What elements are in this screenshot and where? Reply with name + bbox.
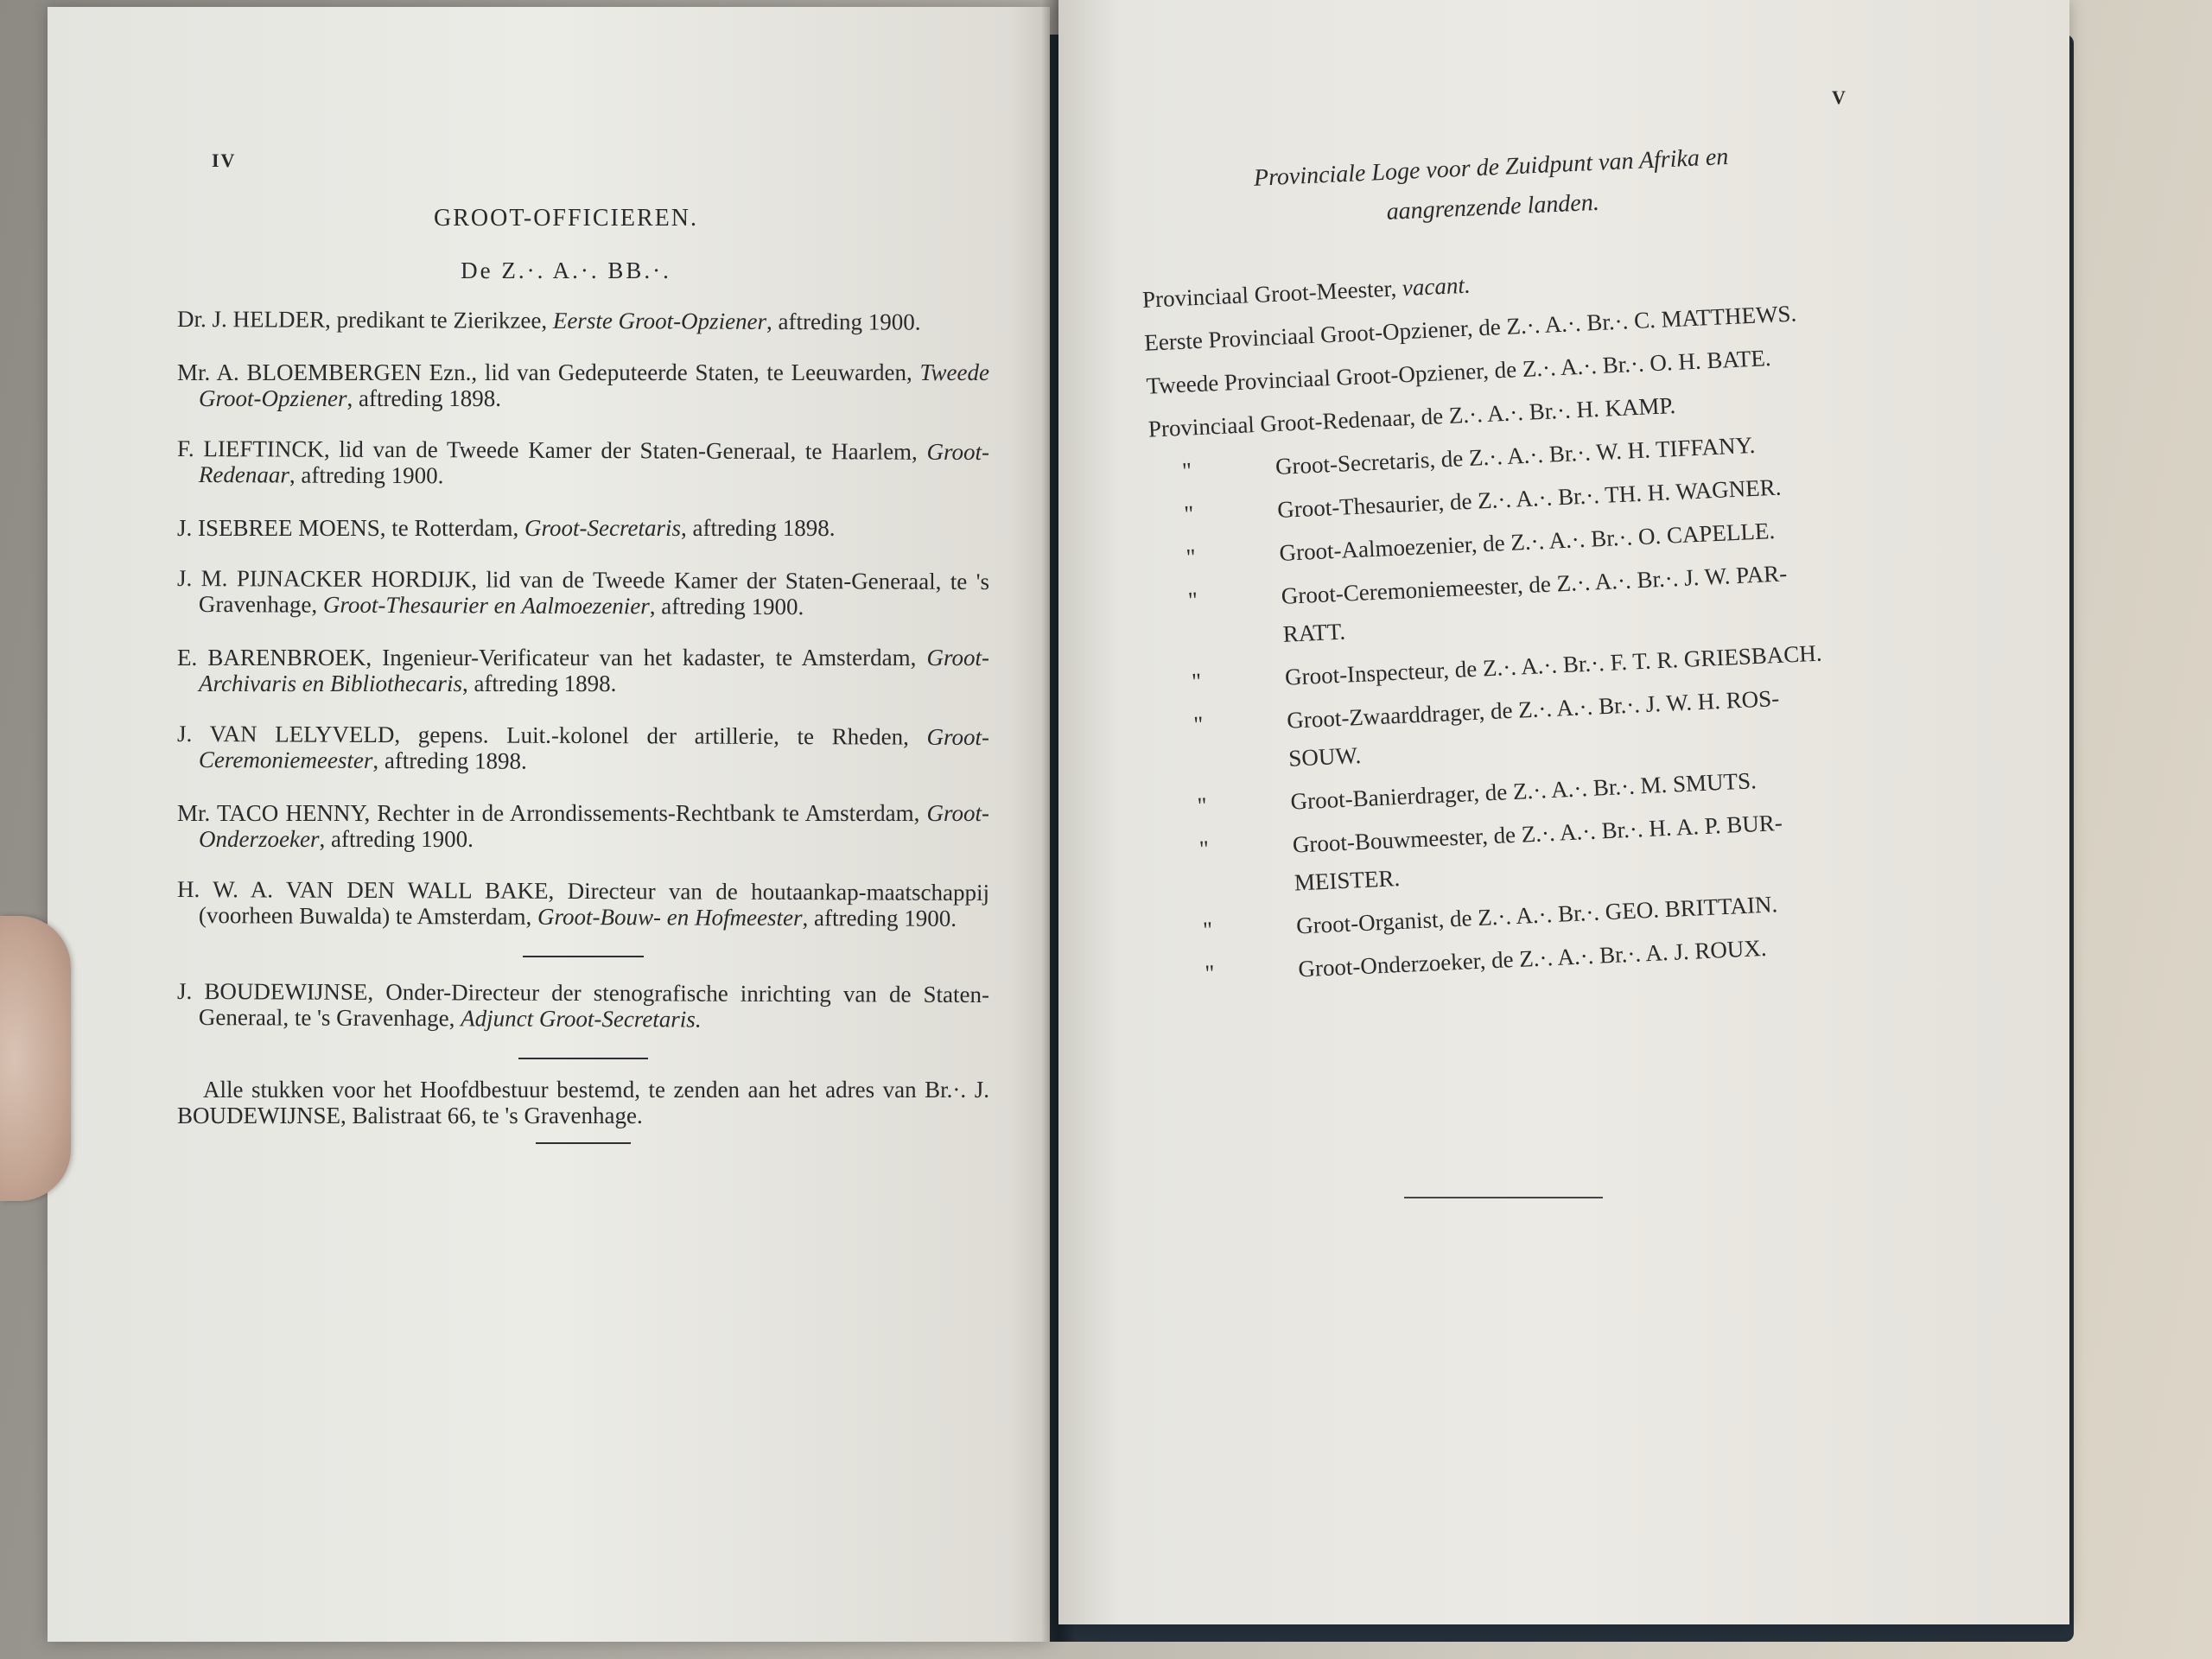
officer-description: , lid van de Tweede Kamer der Staten-Generaal, te Haarlem, [323,435,927,465]
officer-name: E. BARENBROEK [177,645,366,671]
office-holder: H. KAMP. [1575,391,1676,423]
ditto-mark: " [1183,500,1195,527]
ditto-mark: " [1185,543,1197,570]
officer-entry [177,306,989,335]
officer-entry [177,800,989,852]
office-holder: TH. H. WAGNER. [1604,474,1782,508]
left-page-number: IV [212,149,237,171]
officer-role: Groot-Archivaris en Bibliothecaris [199,645,989,696]
lodge-title-line-2: aangrenzende landen. [1385,188,1600,226]
officer-name: J. ISEBREE MOENS [177,515,380,541]
lodge-title [1136,132,1847,244]
officer-entry [177,721,989,776]
office-holder: C. MATTHEWS. [1633,300,1797,334]
officer-name: J. VAN LELYVELD [177,720,395,748]
officer-entry [177,359,989,411]
ditto-spacer [1229,583,1281,612]
officer-term: , aftreding 1900. [289,461,444,489]
officer-entry [177,645,989,696]
office-holder: GEO. BRITTAIN. [1605,891,1778,925]
adjunct-text: , Onder-Directeur der stenografische inrichting van de Staten-Generaal, te 's Gravenhage, [198,978,990,1032]
officer-term: , aftreding 1900. [319,826,474,852]
ditto-mark: " [1192,711,1205,738]
office-title: Groot-Zwaarddrager, de Z.·. A.·. Br.·. [1286,690,1647,734]
ditto-spacer [1244,913,1297,942]
office-title: Provinciaal Groot-Redenaar, de Z.·. A.·. Br.·. [1147,397,1578,442]
office-holder-continuation: MEISTER. [1294,865,1401,896]
officer-term: , aftreding 1900. [802,905,957,931]
officer-description: , lid van Gedeputeerde Staten, te Leeuwarden, [471,359,920,385]
officer-description: , Rechter in de Arrondissements-Rechtbank te Amsterdam, [364,800,927,826]
thumb [0,916,71,1201]
office-text [1290,762,1874,815]
officer-entry [177,435,989,491]
office-holder: H. A. P. BUR- [1648,809,1783,842]
ditto-spacer [1238,789,1291,817]
ditto-mark: " [1187,587,1198,613]
office-title: Tweede Provinciaal Groot-Opziener, de Z.·. A.·. Br.·. [1145,350,1651,399]
ditto-mark: " [1198,836,1210,862]
office-list [1141,255,1881,988]
section-subtitle: De Z.·. A.·. BB.·. [461,257,671,283]
officer-name: F. LIEFTINCK [177,435,324,462]
left-page [48,7,1050,1642]
right-separator-rule [1404,1197,1603,1198]
office-title: Groot-Thesaurier, de Z.·. A.·. Br.·. [1276,481,1605,523]
officer-description: , predikant te Zierikzee, [324,306,553,334]
officer-term: , aftreding 1900. [649,593,804,620]
ditto-spacer [1225,497,1278,525]
officer-name: J. M. PIJNACKER HORDIJK [177,564,472,593]
office-title: Groot-Organist, de Z.·. A.·. Br.·. [1295,899,1606,939]
lodge-title-line-1: Provinciale Loge voor de Zuidpunt van Afrika en [1253,143,1729,192]
officer-role: Groot-Ceremoniemeester [198,723,990,773]
office-holder-continuation: SOUW. [1287,741,1362,772]
officer-role: Tweede Groot-Opziener [199,359,989,411]
officer-description: , lid van de Tweede Kamer der Staten-Generaal, te 's Gravenhage, [198,566,990,618]
office-text [1284,638,1868,690]
adjunct-entry [177,978,989,1033]
officer-name: Mr. TACO HENNY [177,800,365,826]
office-holder: J. W. H. ROS- [1645,684,1780,717]
officer-entry [177,876,989,931]
officer-role: Groot-Redenaar [198,438,990,488]
office-text [1274,427,1859,480]
officer-role: Groot-Secretaris [524,515,681,541]
officer-term: , aftreding 1898. [346,385,501,411]
officer-name: H. W. A. VAN DEN WALL BAKE [177,875,549,904]
officer-term: , aftreding 1898. [680,515,836,541]
office-title: Provinciaal Groot-Meester, [1141,275,1403,313]
adjunct-name: J. BOUDEWIJNSE [177,977,368,1005]
office-holder-continuation: RATT. [1282,618,1346,647]
officer-description: , gepens. Luit.-kolonel der artillerie, te Rheden, [394,721,927,750]
officer-description: , Directeur van de houtaankap-maatschappij (voorheen Buwalda) te Amsterdam, [198,877,990,930]
office-title: Groot-Bouwmeester, de Z.·. A.·. Br.·. [1292,815,1650,858]
officer-description: , Ingenieur-Verificateur van het kadaster, te Amsterdam, [365,645,927,671]
ditto-spacer [1246,956,1299,984]
adjunct-role: Adjunct Groot-Secretaris. [461,1005,702,1033]
officer-name: Dr. J. HELDER [176,305,326,333]
officer-entry [177,515,989,541]
section-title: GROOT-OFFICIEREN. [434,205,698,232]
officer-name: Mr. A. BLOEMBERGEN Ezn. [177,359,472,385]
office-holder: vacant. [1402,271,1471,302]
left-page-content [177,206,989,1166]
office-text [1295,887,1879,939]
closing-rule [536,1142,631,1144]
separator-rule [518,1058,648,1059]
office-title: Groot-Aalmoezenier, de Z.·. A.·. Br.·. [1278,524,1639,566]
officer-description: , te Rotterdam, [379,515,524,541]
officer-list [176,305,990,931]
ditto-mark: " [1202,916,1213,944]
office-title: Groot-Ceremoniemeester, de Z.·. A.·. Br.·. [1281,564,1685,609]
ditto-mark: " [1191,668,1202,695]
office-title: Groot-Inspecteur, de Z.·. A.·. Br.·. [1284,649,1611,690]
ditto-spacer [1240,832,1293,861]
ditto-mark: " [1204,959,1216,987]
office-title: Groot-Banierdrager, de Z.·. A.·. Br.·. [1289,772,1642,815]
right-page-number: V [1832,86,1847,108]
right-page [1058,0,2069,1624]
office-holder: F. T. R. GRIESBACH. [1609,639,1823,676]
ditto-spacer [1227,540,1280,569]
officer-term: , aftreding 1898. [372,747,527,774]
office-text [1277,470,1861,523]
officer-role: Groot-Thesaurier en Aalmoezenier [322,591,650,620]
ditto-spacer [1223,454,1275,482]
office-holder: O. H. BATE. [1649,344,1772,377]
officer-entry [177,565,989,620]
office-text [1279,513,1863,566]
office-holder: W. H. TIFFANY. [1595,431,1756,466]
office-holder: M. SMUTS. [1639,767,1758,799]
officer-term: , aftreding 1900. [766,308,921,335]
ditto-mark: " [1181,457,1192,484]
notice-text: Alle stukken voor het Hoofdbestuur bestemd, te zenden aan het adres van Br.·. J. BOUDEWIJNSE, Balistraat 66, te 's Gravenhage. [177,1077,989,1128]
right-page-content [1136,132,1882,1005]
office-text [1298,930,1882,982]
office-title: Groot-Secretaris, de Z.·. A.·. Br.·. [1274,439,1597,480]
ditto-spacer [1232,664,1285,693]
office-title: Groot-Onderzoeker, de Z.·. A.·. Br.·. [1297,940,1647,982]
office-title: Eerste Provinciaal Groot-Opziener, de Z.·. A.·. Br.·. [1143,308,1635,356]
officer-role: Groot-Onderzoeker [199,800,990,852]
office-holder: O. CAPELLE. [1637,517,1776,550]
ditto-mark: " [1197,792,1208,819]
office-holder: A. J. ROUX. [1644,934,1768,967]
officer-role: Eerste Groot-Opziener [552,307,767,334]
officer-role: Groot-Bouw- en Hofmeester [537,903,803,931]
ditto-spacer [1235,708,1287,736]
officer-term: , aftreding 1898. [461,671,617,696]
separator-rule [523,956,644,957]
office-holder: J. W. PAR- [1683,560,1788,591]
